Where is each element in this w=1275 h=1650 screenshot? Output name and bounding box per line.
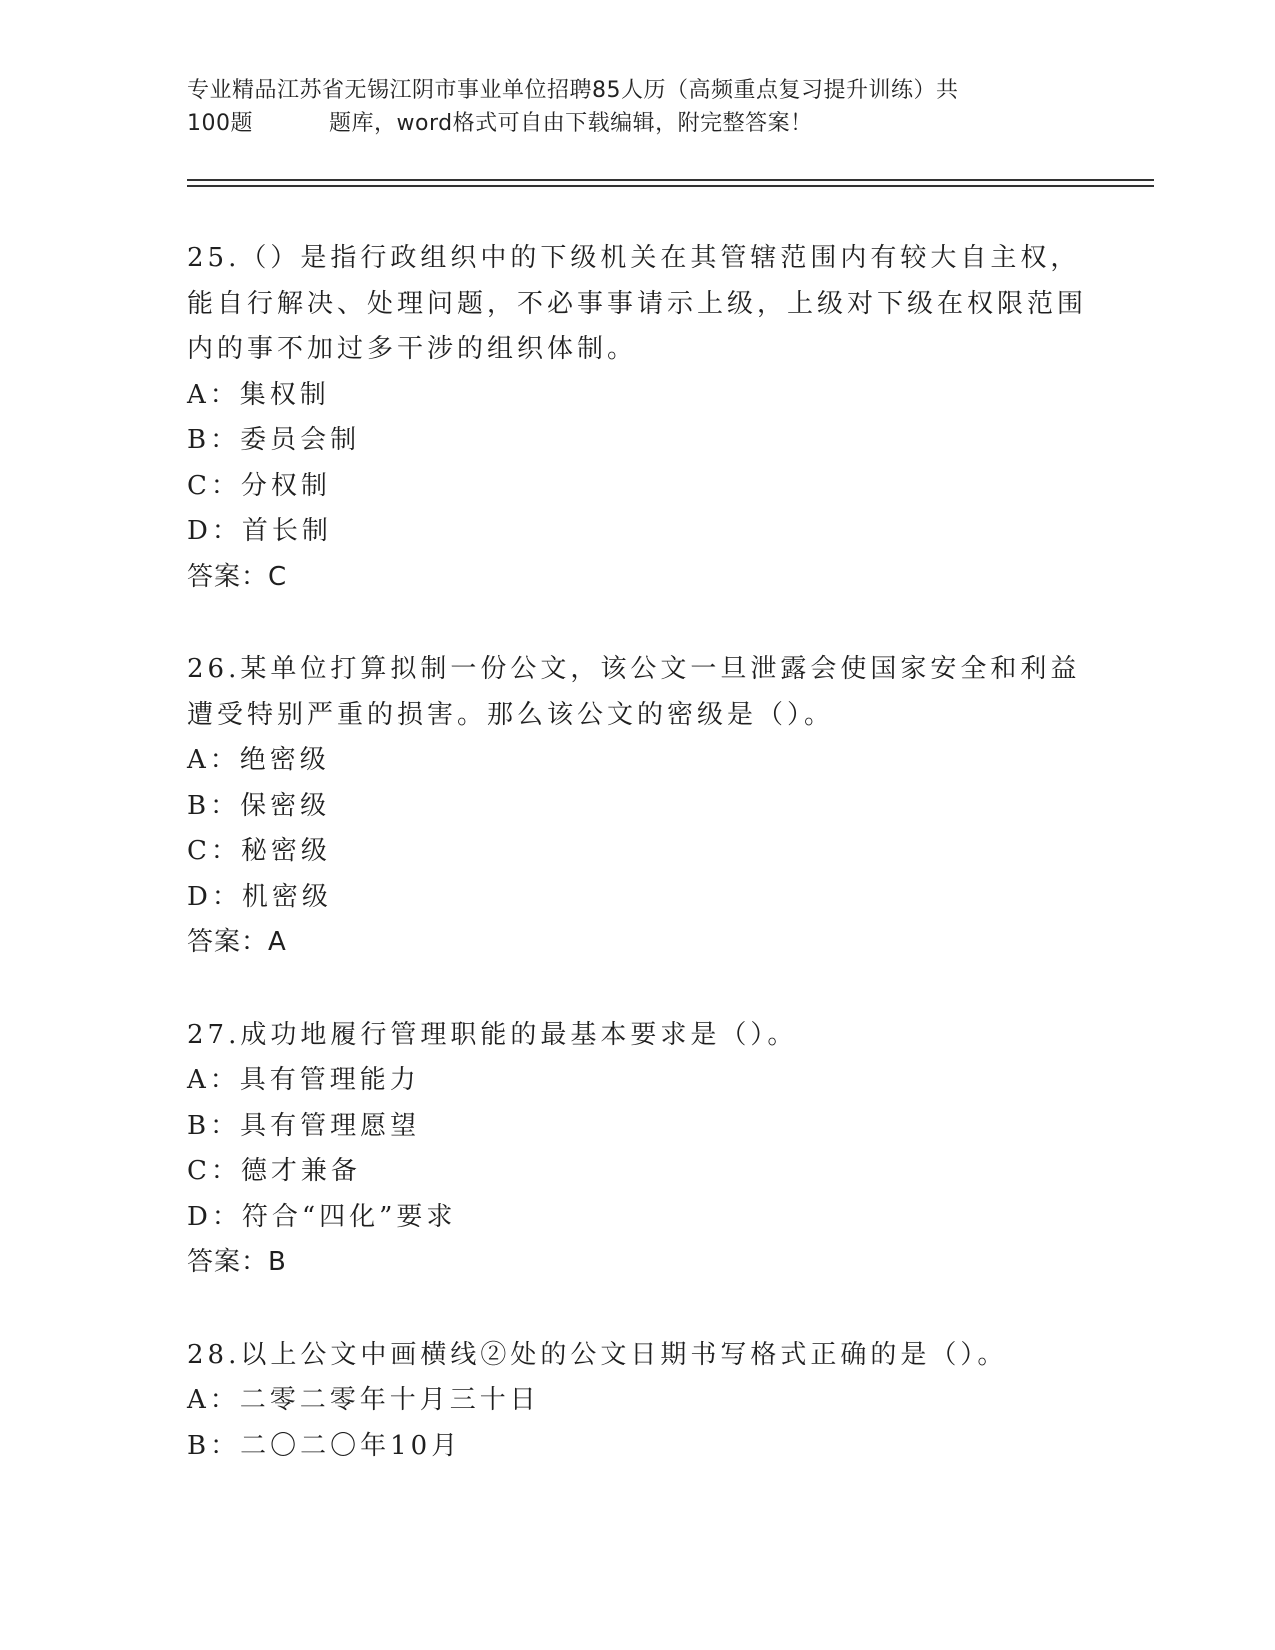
question-28 [187, 1333, 1087, 1470]
question-list [187, 236, 1087, 1469]
question-27 [187, 1013, 1087, 1286]
option-a: A：二零二零年十月三十日 [187, 1385, 540, 1415]
option-b: B：二〇二〇年10月 [187, 1430, 462, 1461]
header-line-1: 专业精品江苏省无锡江阴市事业单位招聘85人历（高频重点复习提升训练）共 [187, 78, 959, 103]
option-a: A：绝密级 [187, 745, 330, 775]
header-line-2-desc: 题库，word格式可自由下载编辑，附完整答案！ [329, 111, 813, 136]
option-b: B：委员会制 [187, 425, 361, 455]
question-text: 28.以上公文中画横线②处的公文日期书写格式正确的是（）。 [187, 1339, 1008, 1370]
option-c: C：秘密级 [187, 836, 331, 866]
header-line-2-count: 100题 [187, 111, 253, 136]
question-25 [187, 236, 1087, 600]
header-line-2 [187, 107, 1087, 140]
question-26 [187, 647, 1087, 966]
question-text: 27.成功地履行管理职能的最基本要求是（）。 [187, 1019, 798, 1050]
option-d: D：机密级 [187, 881, 332, 912]
question-text: 26.某单位打算拟制一份公文，该公文一旦泄露会使国家安全和利益遭受特别严重的损害。那么该公文的密级是（）。 [187, 654, 1081, 730]
answer: 答案：B [187, 1247, 287, 1277]
option-b: B：保密级 [187, 790, 331, 821]
option-c: C：分权制 [187, 470, 331, 501]
answer: 答案：A [187, 927, 287, 957]
option-a: A：集权制 [187, 379, 330, 410]
option-d: D：符合“四化”要求 [187, 1201, 457, 1232]
header-divider-top [187, 179, 1154, 181]
option-a: A：具有管理能力 [187, 1065, 420, 1095]
answer: 答案：C [187, 561, 288, 592]
option-b: B：具有管理愿望 [187, 1110, 421, 1141]
option-d: D：首长制 [187, 516, 332, 546]
document-header [187, 74, 1087, 140]
option-c: C：德才兼备 [187, 1156, 361, 1186]
question-text: 25.（）是指行政组织中的下级机关在其管辖范围内有较大自主权，能自行解决、处理问题，不必事事请示上级，上级对下级在权限范围内的事不加过多干涉的组织体制。 [187, 243, 1088, 364]
header-divider-bottom [187, 185, 1154, 187]
